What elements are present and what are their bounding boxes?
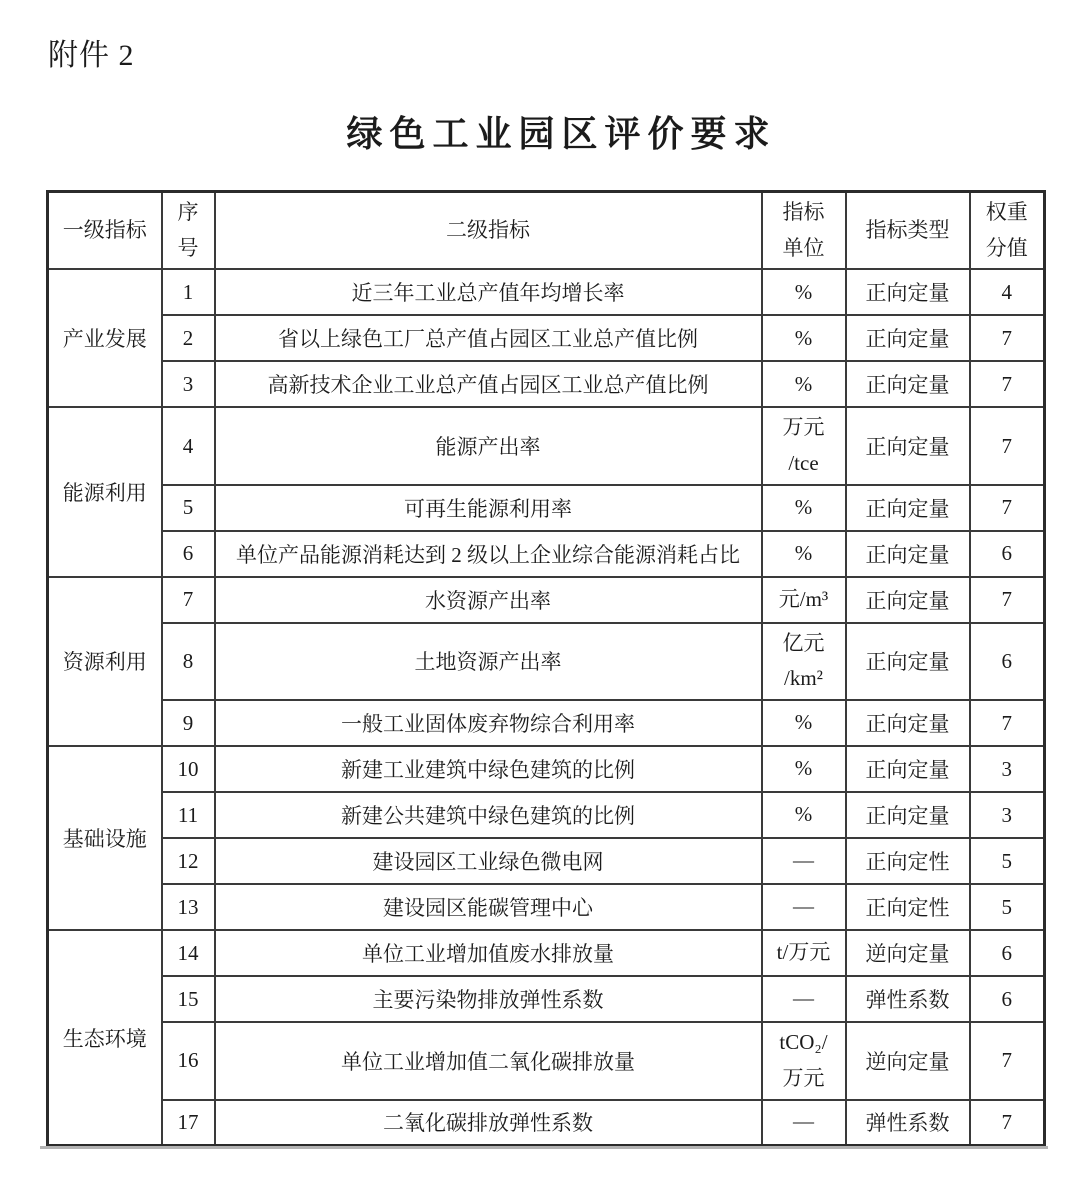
unit-cell: [762, 884, 846, 930]
category-cell: 基础设施: [48, 746, 162, 930]
type-cell: 弹性系数: [846, 976, 970, 1022]
seq-cell: 2: [162, 315, 215, 361]
indicator-cell: 能源产出率: [215, 407, 762, 484]
weight-cell: 5: [970, 838, 1045, 884]
table-row: [48, 976, 1045, 1022]
seq-cell: 14: [162, 930, 215, 976]
type-cell: 正向定量: [846, 792, 970, 838]
header-text: 序: [177, 200, 199, 224]
table-row: [48, 407, 1045, 484]
unit-cell: [762, 1022, 846, 1099]
seq-cell: 11: [162, 792, 215, 838]
indicator-cell: 新建公共建筑中绿色建筑的比例: [215, 792, 762, 838]
unit-cell: [762, 407, 846, 484]
weight-cell: 6: [970, 930, 1045, 976]
weight-cell: 7: [970, 700, 1045, 746]
seq-cell: 4: [162, 407, 215, 484]
seq-cell: 3: [162, 361, 215, 407]
seq-cell: 9: [162, 700, 215, 746]
weight-cell: 7: [970, 577, 1045, 623]
seq-cell: 1: [162, 269, 215, 315]
header-text: 号: [177, 235, 199, 260]
unit-line: —: [793, 894, 814, 919]
table-row: [48, 361, 1045, 407]
weight-cell: 3: [970, 792, 1045, 838]
unit-line: %: [794, 325, 813, 350]
seq-cell: 10: [162, 746, 215, 792]
unit-line: %: [794, 802, 813, 827]
table-row: [48, 1022, 1045, 1099]
header-text: 指标: [782, 200, 825, 224]
unit-line: %: [794, 756, 813, 781]
unit-line: /tce: [788, 451, 819, 476]
unit-line: %: [794, 540, 813, 565]
header-level1-indicator: [48, 192, 162, 270]
unit-cell: [762, 361, 846, 407]
type-cell: 逆向定量: [846, 930, 970, 976]
unit-cell: [762, 976, 846, 1022]
indicator-cell: 新建工业建筑中绿色建筑的比例: [215, 746, 762, 792]
type-cell: 正向定量: [846, 485, 970, 531]
table-row: [48, 746, 1045, 792]
unit-cell: [762, 792, 846, 838]
indicator-cell: 可再生能源利用率: [215, 485, 762, 531]
type-cell: 正向定量: [846, 269, 970, 315]
seq-cell: 17: [162, 1100, 215, 1146]
weight-cell: 7: [970, 1100, 1045, 1146]
seq-cell: 12: [162, 838, 215, 884]
unit-cell: [762, 700, 846, 746]
weight-cell: 6: [970, 976, 1045, 1022]
header-level2-indicator: [215, 192, 762, 270]
indicator-cell: 建设园区工业绿色微电网: [215, 838, 762, 884]
header-text: 权重: [985, 200, 1028, 224]
seq-cell: 8: [162, 623, 215, 700]
unit-cell: [762, 269, 846, 315]
category-cell: 生态环境: [48, 930, 162, 1145]
table-row: [48, 792, 1045, 838]
type-cell: 正向定量: [846, 746, 970, 792]
weight-cell: 4: [970, 269, 1045, 315]
unit-cell: [762, 485, 846, 531]
category-cell: 产业发展: [48, 269, 162, 407]
seq-cell: 15: [162, 976, 215, 1022]
header-seq: [162, 192, 215, 270]
table-row: [48, 531, 1045, 577]
indicator-cell: 主要污染物排放弹性系数: [215, 976, 762, 1022]
weight-cell: 7: [970, 485, 1045, 531]
table-row: [48, 315, 1045, 361]
header-text: 一级指标: [62, 217, 147, 242]
seq-cell: 7: [162, 577, 215, 623]
unit-line: —: [793, 986, 814, 1011]
seq-cell: 6: [162, 531, 215, 577]
header-text: 单位: [782, 235, 825, 260]
indicator-cell: 水资源产出率: [215, 577, 762, 623]
type-cell: 正向定量: [846, 577, 970, 623]
indicator-cell: 高新技术企业工业总产值占园区工业总产值比例: [215, 361, 762, 407]
evaluation-table: [46, 190, 1046, 1147]
weight-cell: 6: [970, 623, 1045, 700]
page-break-line: [40, 1146, 1048, 1149]
indicator-cell: 二氧化碳排放弹性系数: [215, 1100, 762, 1146]
table-row: [48, 838, 1045, 884]
type-cell: 正向定量: [846, 315, 970, 361]
category-cell: 资源利用: [48, 577, 162, 746]
indicator-cell: 一般工业固体废弃物综合利用率: [215, 700, 762, 746]
indicator-cell: 建设园区能碳管理中心: [215, 884, 762, 930]
unit-line: %: [794, 279, 813, 304]
table-header-row: [48, 192, 1045, 270]
unit-line: %: [794, 371, 813, 396]
unit-line: tCO₂/: [779, 1030, 828, 1055]
weight-cell: 5: [970, 884, 1045, 930]
weight-cell: 7: [970, 407, 1045, 484]
table-row: [48, 884, 1045, 930]
unit-line: %: [794, 710, 813, 735]
type-cell: 逆向定量: [846, 1022, 970, 1099]
type-cell: 正向定量: [846, 623, 970, 700]
unit-cell: [762, 531, 846, 577]
table-row: [48, 623, 1045, 700]
indicator-cell: 单位工业增加值二氧化碳排放量: [215, 1022, 762, 1099]
attachment-label: 附件 2: [48, 39, 135, 72]
table-row: [48, 577, 1045, 623]
unit-line: %: [794, 494, 813, 519]
type-cell: 正向定性: [846, 884, 970, 930]
header-type: [846, 192, 970, 270]
type-cell: 正向定量: [846, 700, 970, 746]
seq-cell: 16: [162, 1022, 215, 1099]
table-row: [48, 700, 1045, 746]
indicator-cell: 单位工业增加值废水排放量: [215, 930, 762, 976]
table-row: [48, 485, 1045, 531]
unit-cell: [762, 746, 846, 792]
weight-cell: 7: [970, 361, 1045, 407]
type-cell: 正向定量: [846, 361, 970, 407]
type-cell: 正向定性: [846, 838, 970, 884]
indicator-cell: 土地资源产出率: [215, 623, 762, 700]
unit-cell: [762, 1100, 846, 1146]
table-row: [48, 269, 1045, 315]
unit-cell: [762, 315, 846, 361]
unit-line: —: [793, 1109, 814, 1134]
header-text: 二级指标: [446, 217, 530, 242]
weight-cell: 7: [970, 1022, 1045, 1099]
weight-cell: 3: [970, 746, 1045, 792]
category-cell: 能源利用: [48, 407, 162, 576]
indicator-cell: 省以上绿色工厂总产值占园区工业总产值比例: [215, 315, 762, 361]
type-cell: 正向定量: [846, 407, 970, 484]
unit-cell: [762, 930, 846, 976]
unit-cell: [762, 838, 846, 884]
weight-cell: 6: [970, 531, 1045, 577]
header-text: 指标类型: [865, 217, 950, 242]
indicator-cell: 近三年工业总产值年均增长率: [215, 269, 762, 315]
table-row: [48, 1100, 1045, 1146]
type-cell: 正向定量: [846, 531, 970, 577]
seq-cell: 5: [162, 485, 215, 531]
unit-line: 亿元: [782, 630, 825, 655]
type-cell: 弹性系数: [846, 1100, 970, 1146]
table-row: [48, 930, 1045, 976]
seq-cell: 13: [162, 884, 215, 930]
unit-line: 元/m³: [778, 586, 829, 611]
header-unit: [762, 192, 846, 270]
unit-line: 万元: [782, 1065, 825, 1090]
unit-line: —: [793, 848, 814, 873]
unit-line: /km²: [784, 666, 823, 691]
indicator-cell: 单位产品能源消耗达到 2 级以上企业综合能源消耗占比: [215, 531, 762, 577]
unit-cell: [762, 623, 846, 700]
header-weight: [970, 192, 1045, 270]
weight-cell: 7: [970, 315, 1045, 361]
unit-line: 万元: [782, 415, 825, 440]
unit-line: t/万元: [776, 940, 831, 965]
unit-cell: [762, 577, 846, 623]
header-text: 分值: [985, 235, 1028, 260]
page-title: 绿色工业园区评价要求: [346, 114, 777, 154]
